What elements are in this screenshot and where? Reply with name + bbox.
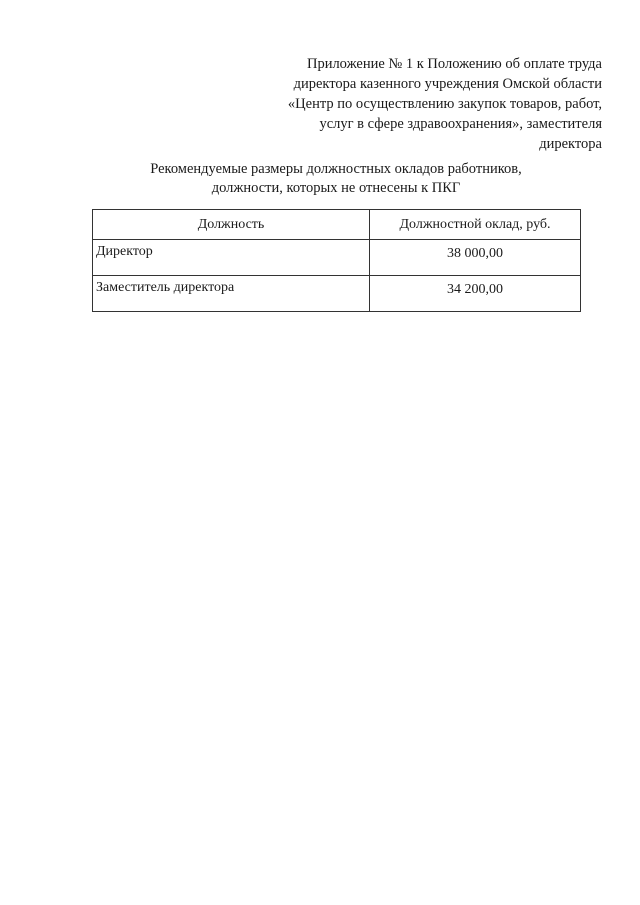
document-title-line: Рекомендуемые размеры должностных окладов работников, — [150, 161, 522, 177]
header-position: Должность — [93, 210, 370, 240]
cell-position: Заместитель директора — [93, 276, 370, 312]
header-salary: Должностной оклад, руб. — [370, 210, 581, 240]
appendix-line: «Центр по осуществлению закупок товаров, работ, — [287, 96, 602, 112]
cell-salary: 34 200,00 — [370, 276, 581, 312]
cell-salary: 38 000,00 — [370, 240, 581, 276]
table-header-row — [93, 210, 581, 240]
appendix-note — [242, 54, 602, 154]
appendix-line: директора — [539, 136, 602, 152]
salary-table — [92, 209, 581, 312]
appendix-line: услуг в сфере здравоохранения», заместителя — [319, 116, 602, 132]
appendix-line: директора казенного учреждения Омской области — [293, 76, 602, 92]
document-title-line: должности, которых не отнесены к ПКГ — [211, 180, 461, 196]
cell-position: Директор — [93, 240, 370, 276]
document-title — [92, 160, 580, 198]
appendix-line: Приложение № 1 к Положению об оплате труда — [306, 56, 602, 72]
table-row — [93, 276, 581, 312]
table-row — [93, 240, 581, 276]
